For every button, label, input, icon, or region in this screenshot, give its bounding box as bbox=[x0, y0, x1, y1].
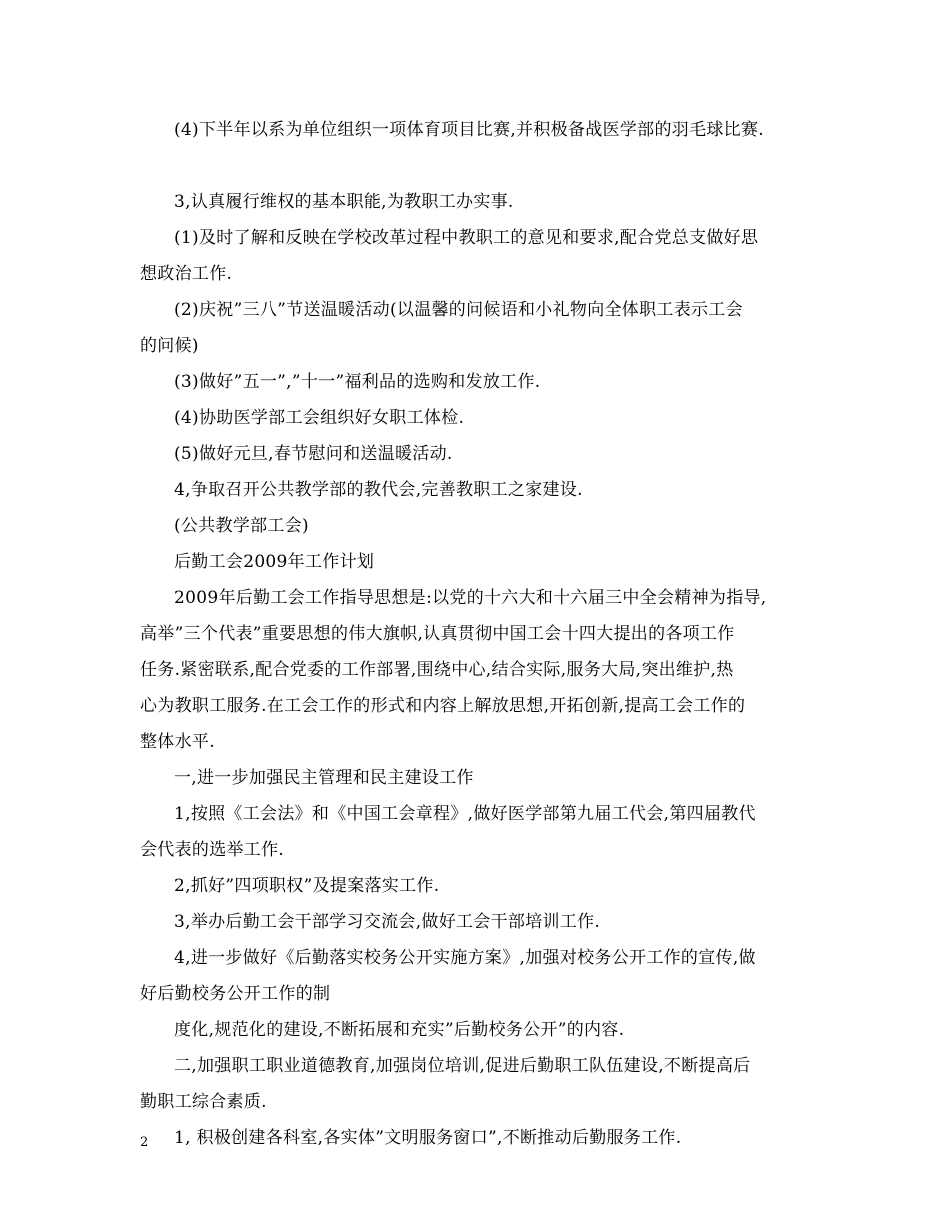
text-line: (4)协助医学部工会组织好女职工体检. bbox=[174, 408, 465, 428]
text-line: 2,抓好”四项职权”及提案落实工作. bbox=[174, 876, 440, 896]
text-line: 会代表的选举工作. bbox=[140, 840, 285, 860]
text-line: (公共教学部工会) bbox=[174, 516, 309, 536]
text-line: 3,认真履行维权的基本职能,为教职工办实事. bbox=[174, 192, 514, 212]
page-number: 2 bbox=[140, 1135, 149, 1150]
blank-line bbox=[140, 148, 820, 184]
text-line: 任务.紧密联系,配合党委的工作部署,围绕中心,结合实际,服务大局,突出维护,热 bbox=[140, 660, 734, 680]
text-line: 心为教职工服务.在工会工作的形式和内容上解放思想,开拓创新,提高工会工作的 bbox=[140, 696, 746, 716]
text-line: 想政治工作. bbox=[140, 264, 233, 284]
text-line: 1, 积极创建各科室,各实体”文明服务窗口”,不断推动后勤服务工作. bbox=[174, 1128, 682, 1148]
text-line: (2)庆祝”三八”节送温暖活动(以温馨的问候语和小礼物向全体职工表示工会 bbox=[174, 300, 743, 320]
text-line: 整体水平. bbox=[140, 732, 215, 752]
text-line: 好后勤校务公开工作的制 bbox=[140, 984, 331, 1004]
text-line: 4,争取召开公共教学部的教代会,完善教职工之家建设. bbox=[174, 480, 583, 500]
document-body bbox=[140, 112, 820, 1156]
text-line: 勤职工综合素质. bbox=[140, 1092, 267, 1112]
text-line: 2009年后勤工会工作指导思想是:以党的十六大和十六届三中全会精神为指导, bbox=[174, 588, 767, 608]
text-line: 3,举办后勤工会干部学习交流会,做好工会干部培训工作. bbox=[174, 912, 601, 932]
text-line: 二,加强职工职业道德教育,加强岗位培训,促进后勤职工队伍建设,不断提高后 bbox=[174, 1056, 751, 1076]
text-line: 的问候) bbox=[140, 336, 199, 356]
text-line: 4,进一步做好《后勤落实校务公开实施方案》,加强对校务公开工作的宣传,做 bbox=[174, 948, 756, 968]
text-line: (1)及时了解和反映在学校改革过程中教职工的意见和要求,配合党总支做好思 bbox=[174, 228, 759, 248]
text-line: 后勤工会2009年工作计划 bbox=[174, 552, 375, 572]
text-line: 度化,规范化的建设,不断拓展和充实”后勤校务公开”的内容. bbox=[174, 1020, 625, 1040]
text-line: 一,进一步加强民主管理和民主建设工作 bbox=[174, 768, 474, 788]
text-line: (3)做好”五一”,”十一”福利品的选购和发放工作. bbox=[174, 372, 541, 392]
text-line: (4)下半年以系为单位组织一项体育项目比赛,并积极备战医学部的羽毛球比赛. bbox=[174, 120, 764, 140]
text-line: 1,按照《工会法》和《中国工会章程》,做好医学部第九届工代会,第四届教代 bbox=[174, 804, 756, 824]
text-line: 高举”三个代表”重要思想的伟大旗帜,认真贯彻中国工会十四大提出的各项工作 bbox=[140, 624, 735, 644]
text-line: (5)做好元旦,春节慰问和送温暖活动. bbox=[174, 444, 453, 464]
